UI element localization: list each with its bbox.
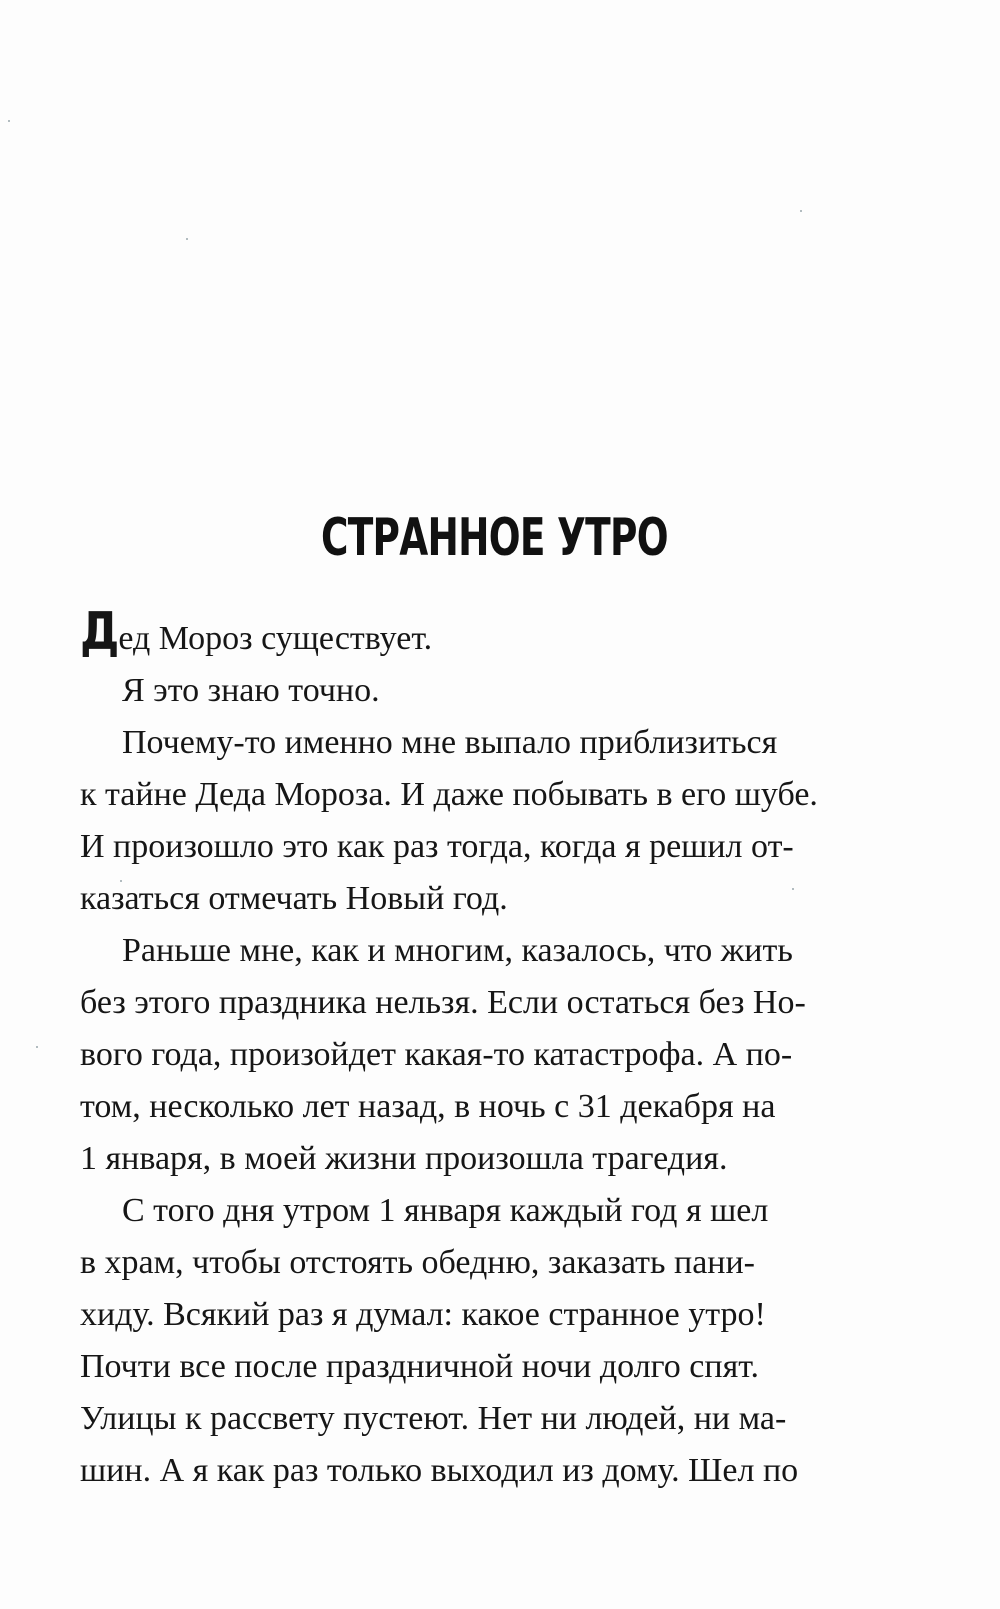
paragraph-3	[80, 717, 845, 925]
text-line: казаться отмечать Новый год.	[80, 880, 508, 917]
text-line: к тайне Деда Мороза. И даже побывать в его шубе.	[80, 776, 818, 813]
scan-speck	[800, 210, 802, 212]
text-line: Улицы к рассвету пустеют. Нет ни людей, ни ма-	[80, 1400, 787, 1437]
scan-speck	[186, 238, 188, 240]
paragraph-5	[80, 1185, 845, 1497]
paragraph-4	[80, 925, 845, 1185]
body-text	[80, 602, 845, 1497]
text-line: Почему-то именно мне выпало приблизиться	[122, 724, 778, 761]
paragraph-1	[80, 602, 845, 665]
text-line: Раньше мне, как и многим, казалось, что жить	[122, 932, 793, 969]
drop-cap: Д	[80, 602, 118, 662]
text-line: шин. А я как раз только выходил из дому. Шел по	[80, 1452, 799, 1489]
scan-speck	[8, 120, 10, 122]
text-line: 1 января, в моей жизни произошла трагедия.	[80, 1140, 728, 1177]
chapter-title: СТРАННОЕ УТРО	[320, 508, 668, 568]
text-line: Почти все после праздничной ночи долго спят.	[80, 1348, 760, 1385]
text-line: И произошло это как раз тогда, когда я решил от-	[80, 828, 794, 865]
text-line: в храм, чтобы отстоять обедню, заказать пани-	[80, 1244, 756, 1281]
text-line: вого года, произойдет какая-то катастрофа. А по-	[80, 1036, 793, 1073]
text-line: С того дня утром 1 января каждый год я шел	[122, 1192, 769, 1229]
scan-speck	[36, 1046, 38, 1048]
paragraph-2: Я это знаю точно.	[122, 672, 380, 709]
text-line: том, несколько лет назад, в ночь с 31 декабря на	[80, 1088, 776, 1125]
text-line: хиду. Всякий раз я думал: какое странное утро!	[80, 1296, 766, 1333]
paragraph-1-text: ед Мороз существует.	[118, 620, 433, 657]
text-line: без этого праздника нельзя. Если остаться без Но-	[80, 984, 806, 1021]
